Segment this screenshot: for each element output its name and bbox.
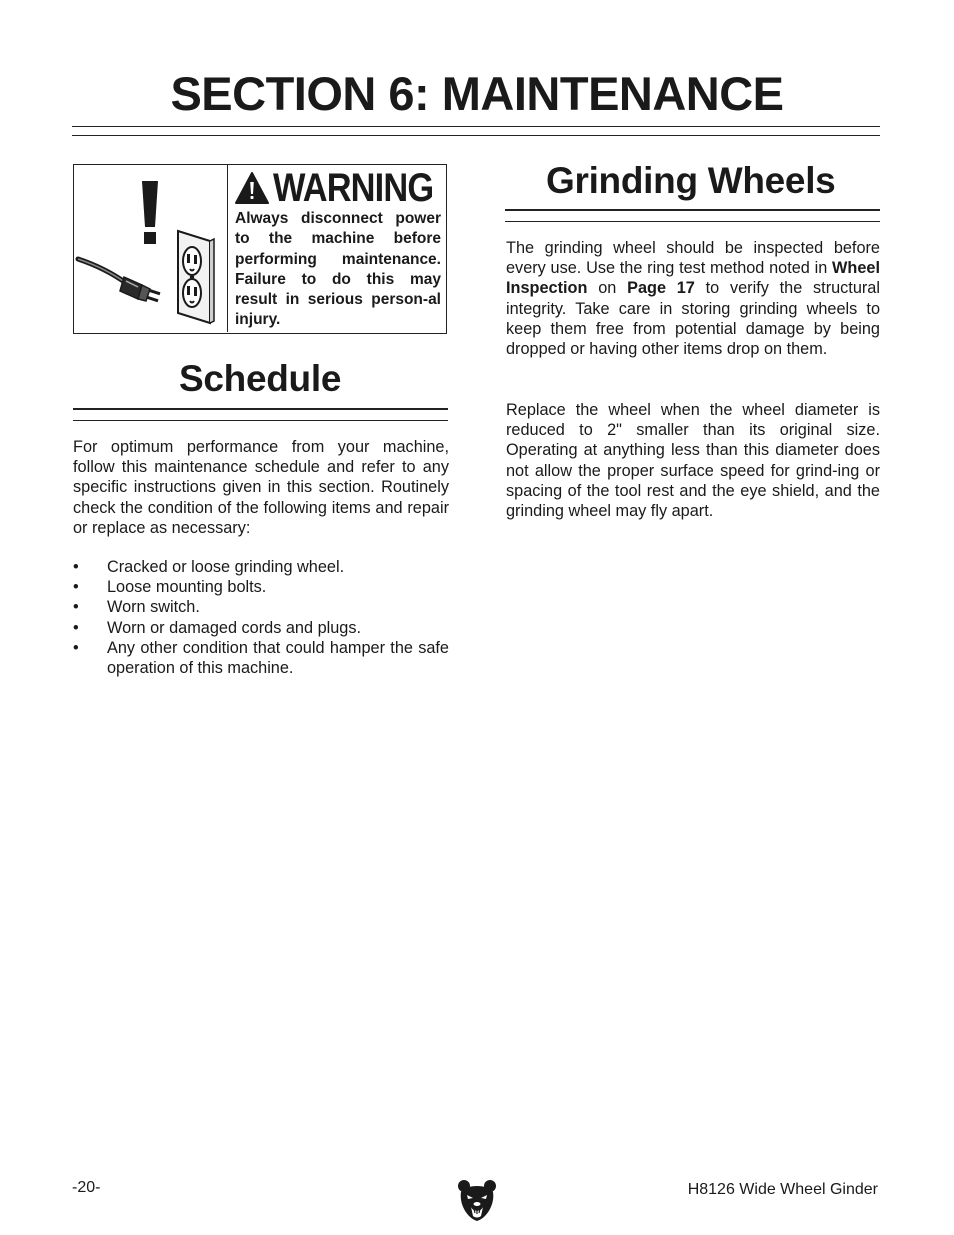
wheel-inspection-reference: Wheel Inspection [506, 259, 880, 298]
page-reference: Page 17 [627, 279, 695, 298]
p1-text-start: The grinding wheel should be inspected before every use. Use the ring test method noted in [506, 239, 880, 278]
list-item-text: Loose mounting bolts. [107, 578, 267, 597]
model-name: H8126 Wide Wheel Ginder [687, 1181, 878, 1198]
list-item-text: Cracked or loose grinding wheel. [107, 558, 345, 576]
warning-header [234, 167, 459, 209]
p1-text-end: to verify the structural integrity. Take care in storing grinding wheels to keep them free from potential damage by being dropped or having other items drop on them. [506, 279, 880, 359]
bear-logo [457, 1178, 497, 1227]
schedule-intro: For optimum performance from your machine, follow this maintenance schedule and refer to any specific instructions given in this section. Routinely check the condition of the following items and repair or replace as necessary: [73, 438, 449, 537]
list-item-text: Any other condition that could hamper the safe operation of this machine. [107, 638, 449, 678]
grizzly-bear-icon [457, 1178, 497, 1222]
bullet-icon: • [73, 618, 79, 637]
title-rule [72, 126, 880, 127]
warning-text: Always disconnect power to the machine before performing maintenance. Failure to do this may result in serious person-al injury. [235, 210, 441, 329]
list-item [73, 557, 449, 577]
list-item [73, 577, 449, 597]
warning-label: WARNING [273, 165, 434, 210]
warning-box [73, 164, 447, 334]
schedule-rule-thin [73, 420, 448, 421]
warning-triangle-icon [234, 171, 270, 205]
section-title: SECTION 6: MAINTENANCE [170, 67, 784, 120]
grinding-paragraph-2: Replace the wheel when the wheel diameter is reduced to 2" smaller than its original size. Operating at anything less than this diameter does not allow the proper surface speed for grind-ing or spacing of the tool rest and the eye shield, and the grinding wheel may fly apart. [506, 401, 880, 521]
list-item [73, 618, 449, 638]
grinding-rule-thick [505, 209, 880, 211]
plug-outlet-icon [74, 165, 226, 331]
bullet-icon: • [73, 598, 79, 617]
grinding-rule-thin [505, 221, 880, 222]
list-item [73, 597, 449, 617]
bullet-icon: • [73, 578, 79, 597]
list-item [73, 638, 449, 678]
schedule-heading: Schedule [179, 358, 342, 399]
page-number: -20- [72, 1179, 101, 1196]
maintenance-checklist [73, 557, 449, 678]
list-item-text: Worn switch. [107, 598, 200, 617]
unplug-illustration [74, 165, 228, 332]
bullet-icon: • [73, 638, 79, 657]
list-item-text: Worn or damaged cords and plugs. [107, 618, 362, 637]
schedule-rule-thick [73, 408, 448, 410]
grinding-wheels-heading: Grinding Wheels [546, 160, 836, 201]
bullet-icon: • [73, 558, 79, 576]
grinding-paragraph-1 [506, 238, 880, 359]
p1-text-on: on [598, 279, 617, 298]
warning-text-column [228, 165, 445, 332]
